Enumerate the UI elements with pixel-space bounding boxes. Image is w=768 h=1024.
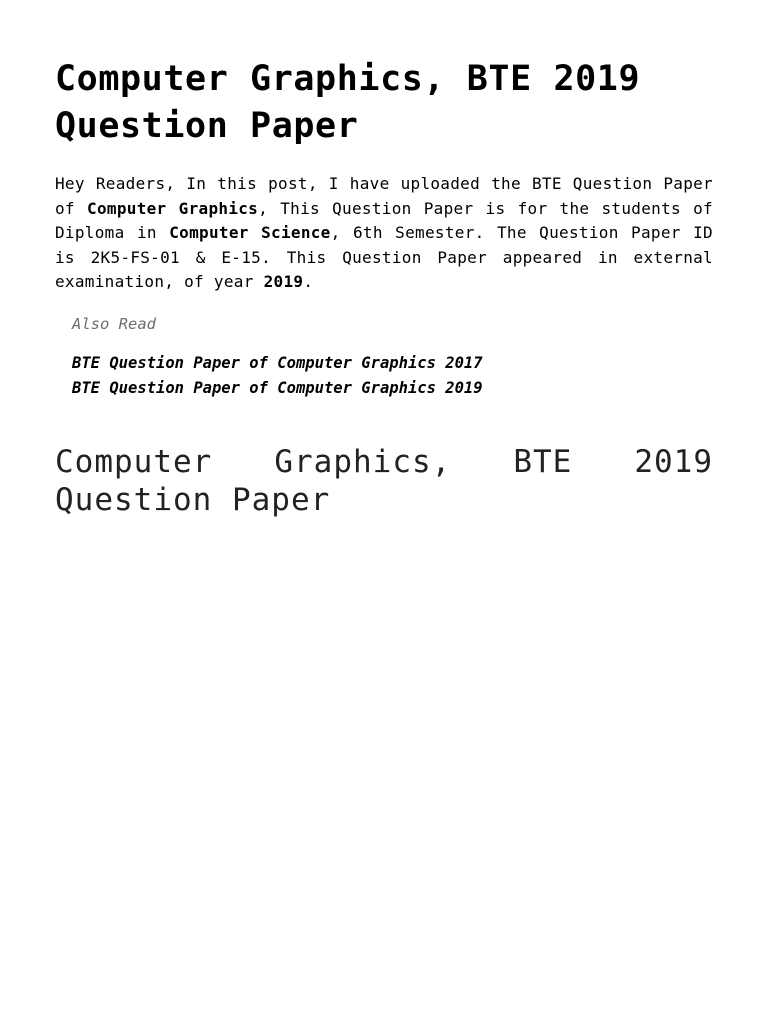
intro-bold-branch: Computer Science bbox=[169, 223, 331, 242]
related-link-item bbox=[72, 376, 713, 401]
article bbox=[55, 0, 713, 519]
also-read-label: Also Read bbox=[72, 314, 156, 333]
intro-text-4: . bbox=[303, 272, 314, 291]
related-link-2019[interactable]: BTE Question Paper of Computer Graphics 2019 bbox=[72, 378, 483, 397]
intro-text-1: Hey Readers, In this post, I have uploaded the BTE Question Paper of bbox=[55, 174, 713, 218]
intro-text-2: , This Question Paper is for the students of Diploma in bbox=[55, 198, 713, 242]
section-heading: Computer Graphics, BTE 2019 Question Paper bbox=[55, 443, 713, 518]
intro-paragraph bbox=[55, 172, 713, 295]
related-links-list bbox=[72, 351, 713, 401]
page-title: Computer Graphics, BTE 2019 Question Paper bbox=[55, 59, 641, 146]
intro-text-3: , 6th Semester. The Question Paper ID is 2K5-FS-01 & E-15. This Question Paper appeared in external examination, of year bbox=[55, 223, 713, 291]
related-link-item bbox=[72, 351, 713, 376]
intro-bold-subject: Computer Graphics bbox=[87, 198, 259, 218]
intro-bold-year: 2019 bbox=[263, 272, 304, 291]
related-link-2017[interactable]: BTE Question Paper of Computer Graphics 2017 bbox=[72, 353, 483, 372]
